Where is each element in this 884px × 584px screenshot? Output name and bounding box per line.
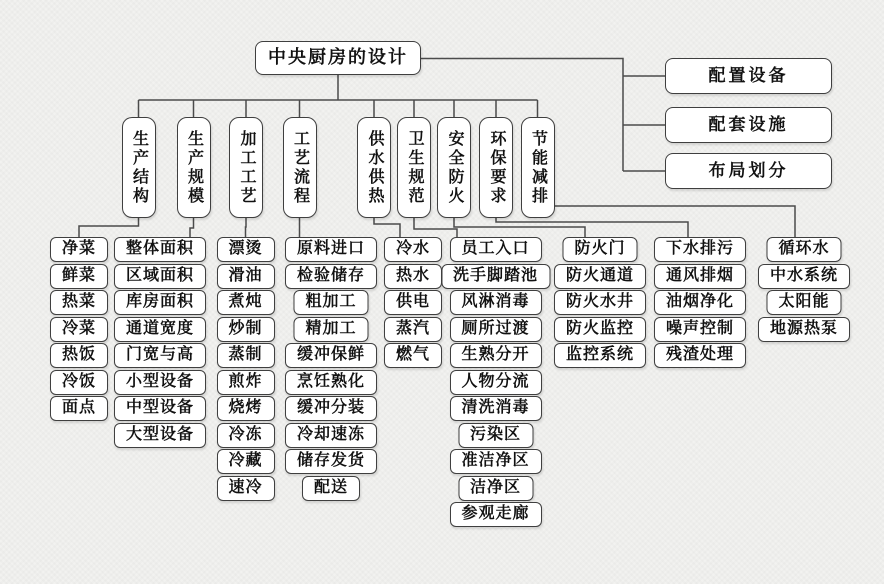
item-node: 炒制 <box>216 317 274 342</box>
item-node: 原料进口 <box>285 237 377 262</box>
category-header-node <box>357 117 391 218</box>
item-node: 通风排烟 <box>654 264 746 289</box>
category-header-label: 生产结构 <box>130 129 148 206</box>
item-node: 冷藏 <box>216 449 274 474</box>
category-header-label: 环保要求 <box>488 129 505 206</box>
item-node: 冷菜 <box>50 317 108 342</box>
item-node: 热饭 <box>50 343 108 368</box>
item-node: 检验储存 <box>285 264 377 289</box>
item-node: 大型设备 <box>114 423 206 448</box>
item-node: 储存发货 <box>285 449 377 474</box>
item-node: 防火通道 <box>554 264 646 289</box>
item-node: 滑油 <box>216 264 274 289</box>
right-branch-2: 配套设施 <box>665 107 832 143</box>
category-header-node <box>122 117 156 218</box>
category-header-label: 供水供热 <box>366 129 383 206</box>
item-node: 厕所过渡 <box>449 317 541 342</box>
item-node: 缓冲分装 <box>285 396 377 421</box>
item-node: 通道宽度 <box>114 317 206 342</box>
item-node: 速冷 <box>216 476 274 501</box>
item-node: 燃气 <box>384 343 442 368</box>
item-node: 冷冻 <box>216 423 274 448</box>
item-node: 烹饪熟化 <box>285 370 377 395</box>
item-node: 准洁净区 <box>449 449 541 474</box>
item-node: 清洗消毒 <box>449 396 541 421</box>
category-header-node <box>437 117 471 218</box>
item-node: 冷饭 <box>50 370 108 395</box>
category-header-node <box>177 117 211 218</box>
item-node: 污染区 <box>458 423 533 448</box>
item-node: 蒸汽 <box>384 317 442 342</box>
item-node: 面点 <box>50 396 108 421</box>
item-node: 防火监控 <box>554 317 646 342</box>
item-node: 参观走廊 <box>449 502 541 527</box>
category-header-node <box>283 117 317 218</box>
item-node: 蒸制 <box>216 343 274 368</box>
item-node: 残渣处理 <box>654 343 746 368</box>
item-node: 中水系统 <box>758 264 850 289</box>
item-node: 油烟净化 <box>654 290 746 315</box>
category-header-label: 加工工艺 <box>238 129 255 206</box>
item-node: 区域面积 <box>114 264 206 289</box>
item-node: 烧烤 <box>216 396 274 421</box>
item-node: 洁净区 <box>458 476 533 501</box>
right-branch-1: 配置设备 <box>665 58 832 94</box>
category-header-node <box>521 117 555 218</box>
item-node: 门宽与高 <box>114 343 206 368</box>
item-node: 库房面积 <box>114 290 206 315</box>
item-node: 配送 <box>302 476 360 501</box>
item-node: 粗加工 <box>293 290 368 315</box>
item-node: 供电 <box>384 290 442 315</box>
category-header-label: 工艺流程 <box>291 129 309 206</box>
item-node: 太阳能 <box>766 290 841 315</box>
root-node-title: 中央厨房的设计 <box>255 41 421 75</box>
item-node: 净菜 <box>50 237 108 262</box>
item-node: 风淋消毒 <box>449 290 541 315</box>
category-header-label: 卫生规范 <box>406 129 423 206</box>
item-node: 煎炸 <box>216 370 274 395</box>
item-node: 精加工 <box>293 317 368 342</box>
item-node: 煮炖 <box>216 290 274 315</box>
item-node: 监控系统 <box>554 343 646 368</box>
item-node: 生熟分开 <box>449 343 541 368</box>
item-node: 洗手脚踏池 <box>441 264 550 289</box>
right-branch-3: 布局划分 <box>665 153 832 189</box>
category-header-label: 节能减排 <box>529 129 547 206</box>
item-node: 冷却速冻 <box>285 423 377 448</box>
item-node: 整体面积 <box>114 237 206 262</box>
item-node: 下水排污 <box>654 237 746 262</box>
category-header-label: 生产规模 <box>185 129 203 206</box>
category-header-node <box>229 117 263 218</box>
item-node: 冷水 <box>384 237 442 262</box>
item-node: 循环水 <box>766 237 841 262</box>
item-node: 热水 <box>384 264 442 289</box>
item-node: 人物分流 <box>449 370 541 395</box>
item-node: 噪声控制 <box>654 317 746 342</box>
item-node: 缓冲保鲜 <box>285 343 377 368</box>
category-header-node <box>397 117 431 218</box>
item-node: 漂烫 <box>216 237 274 262</box>
category-header-label: 安全防火 <box>446 129 463 206</box>
category-header-node <box>479 117 513 218</box>
item-node: 小型设备 <box>114 370 206 395</box>
item-node: 员工入口 <box>449 237 541 262</box>
item-node: 鲜菜 <box>50 264 108 289</box>
item-node: 防火水井 <box>554 290 646 315</box>
item-node: 中型设备 <box>114 396 206 421</box>
item-node: 防火门 <box>562 237 637 262</box>
item-node: 地源热泵 <box>758 317 850 342</box>
item-node: 热菜 <box>50 290 108 315</box>
